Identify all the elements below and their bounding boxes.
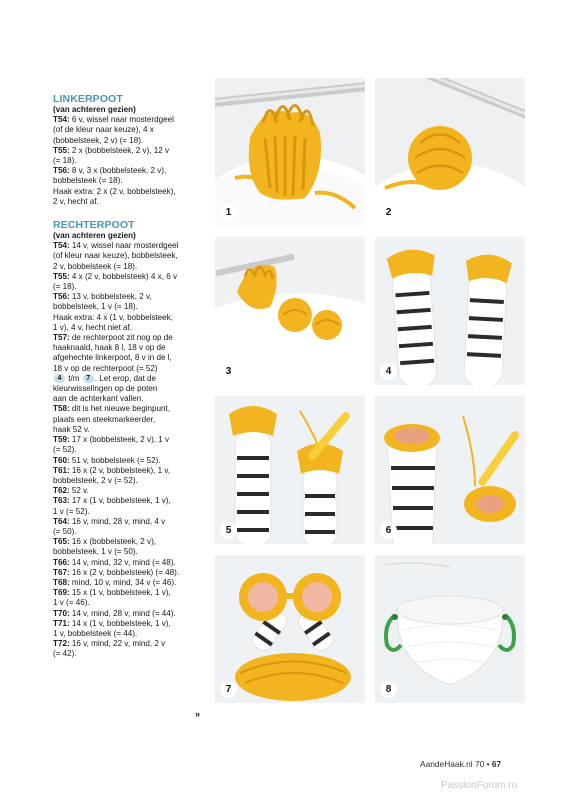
- instruction-row: [53, 251, 208, 261]
- round-text: bobbelsteek, 2 v (= 52).: [53, 475, 138, 485]
- instruction-row: [53, 262, 208, 272]
- instruction-row: [53, 156, 208, 166]
- round-label: T72:: [53, 639, 70, 649]
- photo-step-2: [375, 78, 525, 226]
- photo-2-number: 2: [380, 204, 397, 221]
- photo-4-number: 4: [380, 363, 397, 380]
- round-text: afgehechte linkerpoot, 8 v in de l,: [53, 353, 172, 363]
- instruction-row: [53, 425, 208, 435]
- right-leg-title: RECHTERPOOT: [53, 219, 135, 232]
- photo-step-6: [375, 396, 525, 544]
- round-label: T61:: [53, 465, 70, 475]
- instruction-row: [53, 353, 208, 363]
- round-text: 18 v op de rechterpoot (= 52): [53, 363, 158, 373]
- instruction-row: [53, 404, 208, 414]
- instruction-row: [53, 313, 208, 323]
- round-text: 16 x (2 v, bobbelsteek), 1 v,: [69, 465, 171, 475]
- round-text: 13 v, bobbelsteek, 2 v,: [69, 292, 152, 302]
- instruction-row: [53, 466, 208, 476]
- instruction-row: [53, 125, 208, 135]
- instruction-row: [53, 166, 208, 176]
- round-text: 16 x (2 v, bobbelsteek) (= 48).: [69, 567, 180, 577]
- instruction-row: [53, 568, 208, 578]
- round-label: T60:: [53, 455, 70, 465]
- round-label: T62:: [53, 486, 70, 496]
- round-text: (= 18).: [53, 282, 77, 292]
- round-text: (of de kleur naar keuze), 4 x: [53, 125, 154, 135]
- round-label: T71:: [53, 618, 70, 628]
- round-text: (= 52).: [53, 445, 77, 455]
- round-text: 6 v, wissel naar mosterdgeel: [69, 115, 174, 125]
- instruction-row: [53, 333, 208, 343]
- round-text: 17 x (1 v, bobbelsteek, 1 v),: [69, 496, 171, 506]
- instruction-row: [53, 629, 208, 639]
- round-text: 51 v, bobbelsteek (= 52).: [69, 455, 161, 465]
- round-text: 1 v (= 52).: [53, 506, 90, 516]
- round-text: 1 v), 4 v, hecht niet af.: [53, 322, 133, 332]
- round-text: 1 v, bobbelsteek (= 44).: [53, 628, 138, 638]
- instruction-row: [53, 435, 208, 445]
- round-label: T64:: [53, 516, 70, 526]
- instruction-row: [53, 272, 208, 282]
- left-leg-rows: [53, 115, 208, 207]
- round-label: T57:: [53, 333, 70, 343]
- round-text: haak 52 v.: [53, 424, 90, 434]
- instruction-row: [53, 292, 208, 302]
- instruction-row: [53, 302, 208, 312]
- round-text: (of kleur naar keuze), bobbelsteek,: [53, 251, 178, 261]
- page-number: 67: [491, 759, 502, 769]
- round-label: T59:: [53, 435, 70, 445]
- footer-site: AandeHaak.nl 70: [420, 759, 485, 769]
- right-leg-rows: [53, 241, 208, 374]
- round-text: 16 x (bobbelsteek, 2 v),: [69, 537, 157, 547]
- instruction-row: [53, 507, 208, 517]
- photo-6-illustration: [375, 396, 525, 544]
- page-footer: [420, 759, 501, 769]
- round-text: bobbelsteek, 1 v (= 18).: [53, 302, 138, 312]
- photo-3-number: 3: [220, 363, 237, 380]
- instruction-row: [53, 527, 208, 537]
- instructions-column: [53, 93, 208, 660]
- instruction-row: [53, 558, 208, 568]
- instruction-row: [53, 176, 208, 186]
- round-text: (= 50).: [53, 526, 77, 536]
- instruction-row: [53, 323, 208, 333]
- instruction-row: [53, 136, 208, 146]
- instruction-row: [53, 639, 208, 649]
- round-text: 2 v, bobbelsteek (= 18).: [53, 261, 138, 271]
- photo-step-8: [375, 555, 525, 703]
- round-label: T58:: [53, 404, 70, 414]
- round-text: 52 v.: [69, 486, 89, 496]
- round-text: 4 x (2 v, bobbelsteek) 4 x, 6 v: [69, 271, 178, 281]
- left-leg-title: LINKERPOOT: [53, 93, 123, 105]
- round-label: T56:: [53, 292, 70, 302]
- round-label: T70:: [53, 608, 70, 618]
- instruction-row: [53, 496, 208, 506]
- photo-3-illustration: [215, 237, 365, 385]
- instruction-row: [53, 588, 208, 598]
- round-text: (bobbelsteek, 2 v) (= 18).: [53, 135, 144, 145]
- photo-6-number: 6: [380, 522, 397, 539]
- round-label: T65:: [53, 537, 70, 547]
- round-text: 15 x (1 v, bobbelsteek, 1 v),: [69, 588, 171, 598]
- round-label: T63:: [53, 496, 70, 506]
- round-label: T69:: [53, 588, 70, 598]
- right-leg-rows-continued: [53, 384, 208, 659]
- instruction-row: [53, 394, 208, 404]
- round-text: mind, 10 v, mind, 34 v (= 46).: [69, 577, 177, 587]
- round-label: T55:: [53, 145, 70, 155]
- photo-1-illustration: [215, 78, 365, 226]
- instruction-row: [53, 619, 208, 629]
- round-text: dit is het nieuwe beginpunt,: [69, 404, 170, 414]
- instruction-row: [53, 384, 208, 394]
- round-text: (= 18).: [53, 156, 77, 166]
- round-text: (= 42).: [53, 649, 77, 659]
- round-text: 2 x (bobbelsteek, 2 v), 12 v: [69, 145, 170, 155]
- round-text: 14 v, mind, 32 v, mind (= 48).: [69, 557, 176, 567]
- photo-step-3: [215, 237, 365, 385]
- photo-ref-pill-end: 7: [83, 374, 94, 383]
- photo-5-illustration: [215, 396, 365, 544]
- instruction-row: [53, 486, 208, 496]
- round-text: 16 v, mind, 28 v, mind, 4 v: [69, 516, 166, 526]
- round-text: bobbelsteek, 1 v (= 50).: [53, 547, 138, 557]
- round-text: 17 x (bobbelsteek, 2 v), 1 v: [69, 435, 170, 445]
- instruction-row: [53, 649, 208, 659]
- round-text: 8 v, 3 x (bobbelsteek, 2 v),: [69, 166, 167, 176]
- round-text: de rechterpoot zit nog op de: [69, 333, 173, 343]
- photo-5-number: 5: [220, 522, 237, 539]
- round-text: 14 v, mind, 28 v, mind (= 44).: [69, 608, 176, 618]
- photo-8-illustration: [375, 555, 525, 703]
- photo-step-7: [215, 555, 365, 703]
- right-leg-subtitle: (van achteren gezien): [53, 231, 136, 241]
- round-text: haaknaald, haak 8 l, 18 v op de: [53, 343, 166, 353]
- instruction-row: [53, 445, 208, 455]
- round-text: Haak extra: 4 x (1 v, bobbelsteek,: [53, 312, 173, 322]
- photo-2-illustration: [375, 78, 525, 226]
- round-text: Haak extra: 2 x (2 v, bobbelsteek),: [53, 186, 176, 196]
- round-text: 14 v, wissel naar mosterdgeel: [69, 241, 179, 251]
- photo-step-1: [215, 78, 365, 226]
- round-label: T54:: [53, 241, 70, 251]
- round-text: bobbelsteek (= 18).: [53, 176, 123, 186]
- instruction-row: [53, 547, 208, 557]
- round-text: 2 v, hecht af.: [53, 196, 99, 206]
- round-label: T68:: [53, 577, 70, 587]
- photo-step-5: [215, 396, 365, 544]
- continue-arrow: »: [195, 709, 201, 719]
- round-label: T55:: [53, 271, 70, 281]
- round-text: kleurwisselingen op de poten: [53, 384, 158, 394]
- instruction-row: [53, 197, 208, 207]
- round-text: 16 v, mind, 22 v, mind, 2 v: [69, 639, 166, 649]
- instruction-row: [53, 241, 208, 251]
- instruction-row: [53, 537, 208, 547]
- photo-7-illustration: [215, 555, 365, 703]
- photo-ref-range: t/m: [66, 373, 82, 383]
- instruction-row: [53, 517, 208, 527]
- instruction-row: [53, 364, 208, 374]
- instruction-row: [53, 415, 208, 425]
- photo-4-illustration: [375, 237, 525, 385]
- watermark: PassionForum.ru: [441, 780, 518, 791]
- instruction-row: [53, 609, 208, 619]
- photo-ref-text: . Let erop, dat de: [94, 373, 156, 383]
- instruction-row: [53, 343, 208, 353]
- photo-1-number: 1: [220, 204, 237, 221]
- instruction-row: [53, 456, 208, 466]
- instruction-row: [53, 598, 208, 608]
- left-leg-subtitle: (van achteren gezien): [53, 105, 136, 114]
- instruction-row: [53, 187, 208, 197]
- photo-reference-line: [53, 374, 208, 384]
- instruction-row: [53, 578, 208, 588]
- instruction-row: [53, 476, 208, 486]
- round-label: T67:: [53, 567, 70, 577]
- round-text: 1 v (= 46).: [53, 598, 90, 608]
- round-text: plaats een steekmarkeerder,: [53, 414, 156, 424]
- round-label: T54:: [53, 115, 70, 125]
- photo-7-number: 7: [220, 681, 237, 698]
- round-text: 14 x (1 v, bobbelsteek, 1 v),: [69, 618, 171, 628]
- round-text: aan de achterkant vallen.: [53, 394, 144, 404]
- instruction-row: [53, 282, 208, 292]
- footer-separator: •: [486, 759, 490, 769]
- instruction-row: [53, 115, 208, 125]
- round-label: T66:: [53, 557, 70, 567]
- photo-8-number: 8: [380, 681, 397, 698]
- photo-ref-pill-start: 4: [54, 374, 65, 383]
- photo-step-4: [375, 237, 525, 385]
- instruction-row: [53, 146, 208, 156]
- round-label: T56:: [53, 166, 70, 176]
